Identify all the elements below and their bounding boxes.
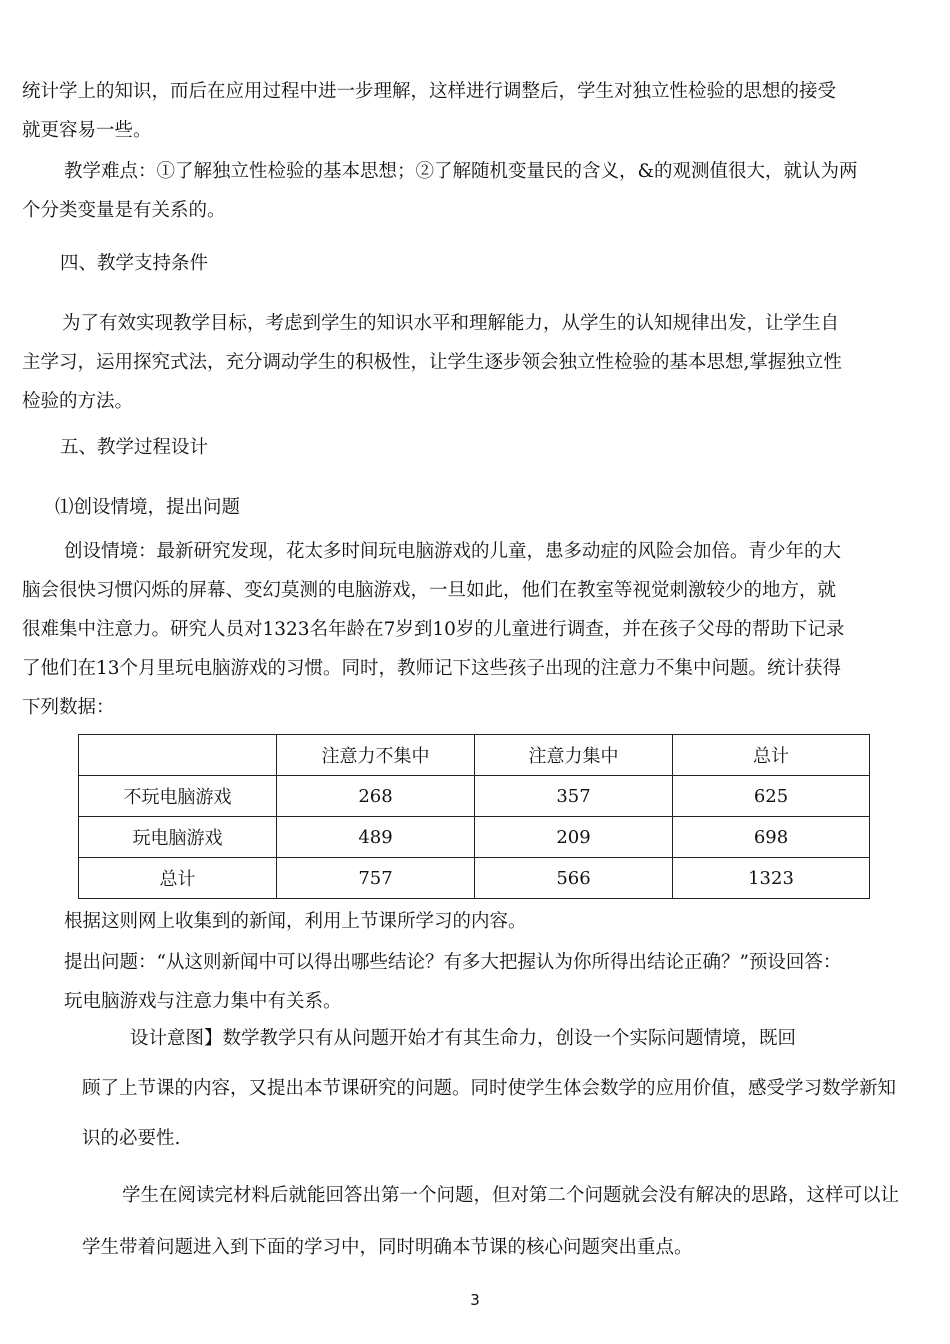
text-line: 很难集中注意力。研究人员对1323名年龄在7岁到10岁的儿童进行调查，并在孩子父母的帮助下记录 (22, 619, 845, 640)
text-line: 为了有效实现教学目标，考虑到学生的知识水平和理解能力，从学生的认知规律出发，让学生自 (62, 313, 840, 334)
table-cell: 566 (475, 858, 673, 899)
text-line: 根据这则网上收集到的新闻，利用上节课所学习的内容。 (64, 911, 527, 932)
table-cell: 总计 (79, 858, 277, 899)
table-cell: 357 (475, 776, 673, 817)
text-line: 创设情境：最新研究发现，花太多时间玩电脑游戏的儿童，患多动症的风险会加倍。青少年的大 (64, 541, 842, 562)
table-cell: 698 (673, 817, 870, 858)
table-row (79, 776, 870, 817)
table-row (79, 817, 870, 858)
section-heading: 四、教学支持条件 (60, 253, 209, 274)
text-line: 检验的方法。 (22, 391, 134, 412)
table-cell: 1323 (673, 858, 870, 899)
table-cell: 玩电脑游戏 (79, 817, 277, 858)
text-line: 提出问题：“从这则新闻中可以得出哪些结论？有多大把握认为你所得出结论正确？”预设回答： (64, 952, 842, 973)
table-cell: 209 (475, 817, 673, 858)
subsection-heading: ⑴创设情境，提出问题 (55, 497, 241, 518)
text-line: 顾了上节课的内容，又提出本节课研究的问题。同时使学生体会数学的应用价值，感受学习数学新知 (82, 1078, 897, 1099)
page-number: 3 (470, 1291, 480, 1309)
section-heading: 五、教学过程设计 (60, 437, 209, 458)
table-cell: 268 (277, 776, 475, 817)
table-header-cell: 总计 (673, 735, 870, 776)
text-line: 下列数据： (22, 697, 115, 718)
text-line: 设计意图】数学教学只有从问题开始才有其生命力，创设一个实际问题情境，既回 (130, 1028, 797, 1049)
table-cell: 不玩电脑游戏 (79, 776, 277, 817)
text-line: 就更容易一些。 (22, 120, 152, 141)
text-line: 脑会很快习惯闪烁的屏幕、变幻莫测的电脑游戏，一旦如此，他们在教室等视觉刺激较少的地方，就 (22, 580, 837, 601)
text-line: 主学习，运用探究式法，充分调动学生的积极性，让学生逐步领会独立性检验的基本思想,掌握独立性 (22, 352, 842, 373)
data-table (78, 734, 870, 899)
table-header-cell: 注意力不集中 (277, 735, 475, 776)
table-cell: 757 (277, 858, 475, 899)
table-header-cell (79, 735, 277, 776)
text-line: 学生带着问题进入到下面的学习中，同时明确本节课的核心问题突出重点。 (82, 1237, 693, 1258)
table-header-row (79, 735, 870, 776)
text-line: 学生在阅读完材料后就能回答出第一个问题，但对第二个问题就会没有解决的思路，这样可以让 (122, 1185, 900, 1206)
text-line: 统计学上的知识，而后在应用过程中进一步理解，这样进行调整后，学生对独立性检验的思想的接受 (22, 81, 837, 102)
table-cell: 625 (673, 776, 870, 817)
text-line: 教学难点：①了解独立性检验的基本思想；②了解随机变量民的含义，&的观测值很大，就认为两 (64, 161, 858, 182)
text-line: 了他们在13个月里玩电脑游戏的习惯。同时，教师记下这些孩子出现的注意力不集中问题。统计获得 (22, 658, 842, 679)
text-line: 识的必要性. (82, 1128, 181, 1149)
table-header-cell: 注意力集中 (475, 735, 673, 776)
text-line: 个分类变量是有关系的。 (22, 200, 226, 221)
table-row (79, 858, 870, 899)
table-cell: 489 (277, 817, 475, 858)
text-line: 玩电脑游戏与注意力集中有关系。 (64, 991, 342, 1012)
